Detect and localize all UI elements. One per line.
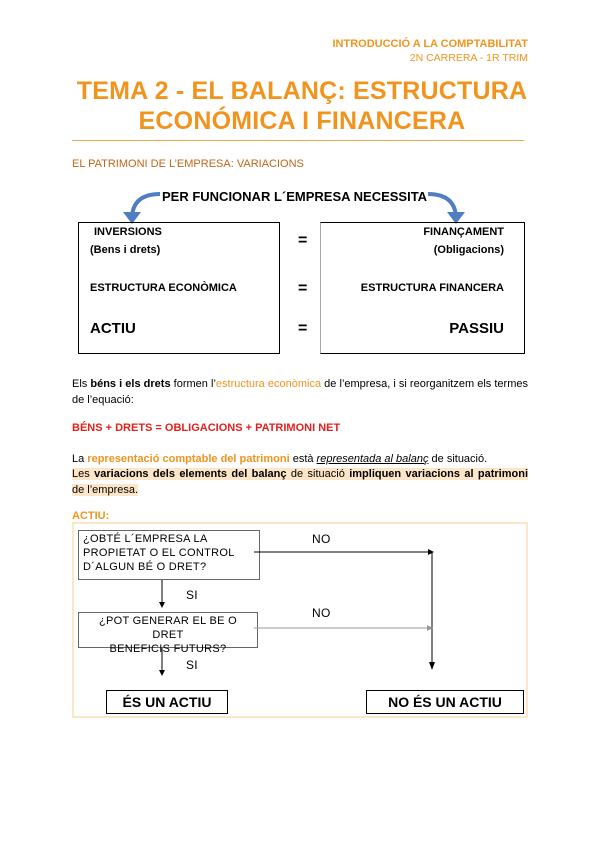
bold-segment: béns i els drets — [90, 378, 171, 390]
page-title — [60, 76, 544, 136]
yes-arrow-1-head — [159, 602, 165, 608]
question-line: D´ALGUN BÉ O DRET? — [83, 561, 207, 573]
result-is-asset: ÉS UN ACTIU — [106, 690, 228, 714]
yes-label-1: SI — [186, 588, 198, 602]
investments-title: INVERSIONS — [94, 226, 162, 238]
investments-subtitle: (Bens i drets) — [90, 244, 161, 256]
no-label-2: NO — [312, 606, 331, 620]
passiu-label: PASSIU — [449, 320, 504, 337]
title-divider — [72, 140, 524, 141]
text-segment: La — [72, 453, 88, 465]
highlight-segment: estructura econòmica — [215, 378, 322, 390]
result-not-asset: NO ÉS UN ACTIU — [366, 690, 524, 714]
question-line: ¿OBTÉ L´EMPRESA LA — [83, 533, 208, 545]
text-segment: Les — [72, 468, 95, 480]
financial-structure: ESTRUCTURA FINANCERA — [360, 282, 504, 294]
question-line: BENEFICIS FUTURS? — [109, 643, 227, 655]
equals-sign-1: = — [298, 232, 308, 249]
no-arrow-1-head — [428, 549, 434, 555]
paragraph-representation — [72, 451, 528, 467]
underlined-segment: representada al balanç — [316, 453, 429, 465]
question-line: PROPIETAT O EL CONTROL — [83, 547, 235, 559]
bold-segment: variacions dels elements del balanç — [94, 468, 287, 480]
title-line-2: ECONÓMICA I FINANCERA — [138, 107, 466, 135]
text-segment: de situació. — [428, 453, 488, 465]
text-segment: formen l’ — [170, 378, 216, 390]
text-segment: de l’empresa. — [72, 484, 139, 496]
question-line: ¿POT GENERAR EL BE O DRET — [98, 615, 238, 641]
text-segment: de situació — [286, 468, 350, 480]
financing-title: FINANÇAMENT — [423, 226, 504, 238]
text-segment: de l’empresa, i si reorganitzem els termes de l’equació: — [72, 378, 528, 406]
bold-segment: impliquen variacions al patrimoni — [349, 468, 528, 480]
title-line-1: TEMA 2 - EL BALANÇ: ESTRUCTURA — [76, 77, 528, 105]
yes-arrow-2-head — [159, 670, 165, 676]
section-heading: EL PATRIMONI DE L’EMPRESA: VARIACIONS — [72, 158, 304, 170]
diagram-heading: PER FUNCIONAR L´EMPRESA NECESSITA — [162, 189, 428, 204]
highlight-segment: representació comptable del patrimoni — [87, 453, 290, 465]
course-name: INTRODUCCIÓ A LA COMPTABILITAT — [332, 38, 528, 50]
equals-sign-2: = — [298, 280, 308, 297]
yes-label-2: SI — [186, 658, 198, 672]
text-segment: està — [289, 453, 317, 465]
course-term: 2N CARRERA - 1R TRIM — [409, 52, 528, 64]
balance-equation: BÉNS + DRETS = OBLIGACIONS + PATRIMONI NET — [72, 422, 341, 434]
no-label-1: NO — [312, 532, 331, 546]
text-segment: Els — [72, 378, 91, 390]
financing-subtitle: (Obligacions) — [433, 244, 504, 256]
paragraph-variations — [72, 466, 528, 498]
actiu-heading: ACTIU: — [72, 510, 110, 522]
paragraph-assets — [72, 376, 528, 408]
economic-structure: ESTRUCTURA ECONÒMICA — [90, 282, 237, 294]
right-arrow-head — [429, 662, 435, 670]
flowchart-arrows — [74, 524, 526, 716]
actiu-label: ACTIU — [90, 320, 136, 337]
equals-sign-3: = — [298, 320, 308, 337]
